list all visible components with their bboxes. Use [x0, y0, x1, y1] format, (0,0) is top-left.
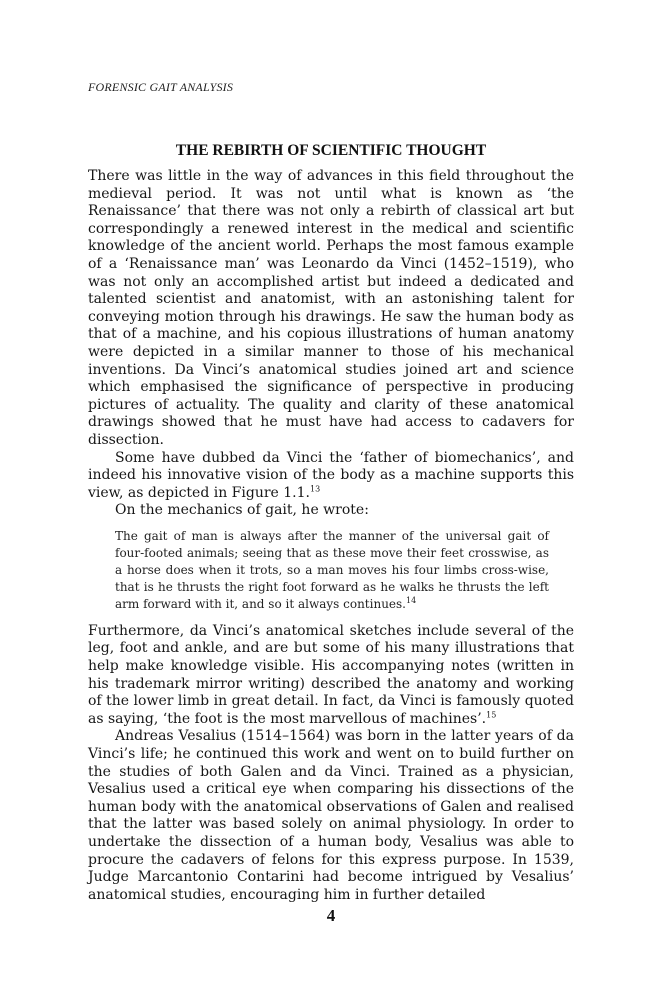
paragraph-3: On the mechanics of gait, he wrote: [115, 502, 369, 519]
page-number: 4 [326, 906, 336, 925]
block-quote [115, 528, 549, 613]
paragraph-4 [88, 623, 574, 729]
body-text [88, 168, 574, 904]
paragraph-2-text: Some have dubbed da Vinci the ‘father of biomechanics’, and indeed his innovative vision of the body as a machine supports this view, as depicted in Figure 1.1. [88, 449, 574, 501]
quote-text: The gait of man is always after the manner of the universal gait of four-footed animals; seeing that as these move their feet crosswise, as a horse does when it trots, so a man moves his four limbs cross-wise, that is he thrusts the right foot forward as he walks he thrusts the left arm forward with it, and so it always continues. [115, 528, 549, 611]
footnote-ref-13: 13 [309, 484, 321, 494]
footnote-ref-15: 15 [486, 710, 497, 720]
footnote-ref-14: 14 [406, 595, 417, 605]
paragraph-4-text: Furthermore, da Vinci’s anatomical sketches include several of the leg, foot and ankle, and are but some of his many illustrations that help make knowledge visible. His accompanying notes (written in his trademark mirror writing) described the anatomy and working of the lower limb in great detail. In fact, da Vinci is famously quoted as saying, ‘the foot is the most marvellous of machines’. [88, 622, 574, 727]
running-head: FORENSIC GAIT ANALYSIS [88, 80, 234, 94]
paragraph-2 [88, 450, 574, 503]
paragraph-1: There was little in the way of advances in this field throughout the medieval period. It was not until what is known as ‘the Renaissance’ that there was not only a rebirth of classical art but correspondingly a renewed interest in the medical and scientific knowledge of the ancient world. Perhaps the most famous example of a ‘Renaissance man’ was Leonardo da Vinci (1452–1519), who was not only an accomplished artist but indeed a dedicated and talented scientist and anatomist, with an astonishing talent for conveying motion through his drawings. He saw the human body as that of a machine, and his copious illustrations of human anatomy were depicted in a similar manner to those of his mechanical inventions. Da Vinci’s anatomical studies joined art and science which emphasised the significance of perspective in producing pictures of actuality. The quality and clarity of these anatomical drawings showed that he must have had access to cadavers for dissection. [88, 168, 574, 448]
paragraph-5: Andreas Vesalius (1514–1564) was born in the latter years of da Vinci’s life; he continued this work and went on to build further on the studies of both Galen and da Vinci. Trained as a physician, Vesalius used a critical eye when comparing his dissections of the human body with the anatomical observations of Galen and realised that the latter was based solely on animal physiology. In order to undertake the dissection of a human body, Vesalius was able to procure the cadavers of felons for this express purpose. In 1539, Judge Marcantonio Contarini had become intrigued by Vesalius’ anatomical studies, encouraging him in further detailed [88, 728, 574, 903]
section-heading: THE REBIRTH OF SCIENTIFIC THOUGHT [175, 142, 487, 159]
